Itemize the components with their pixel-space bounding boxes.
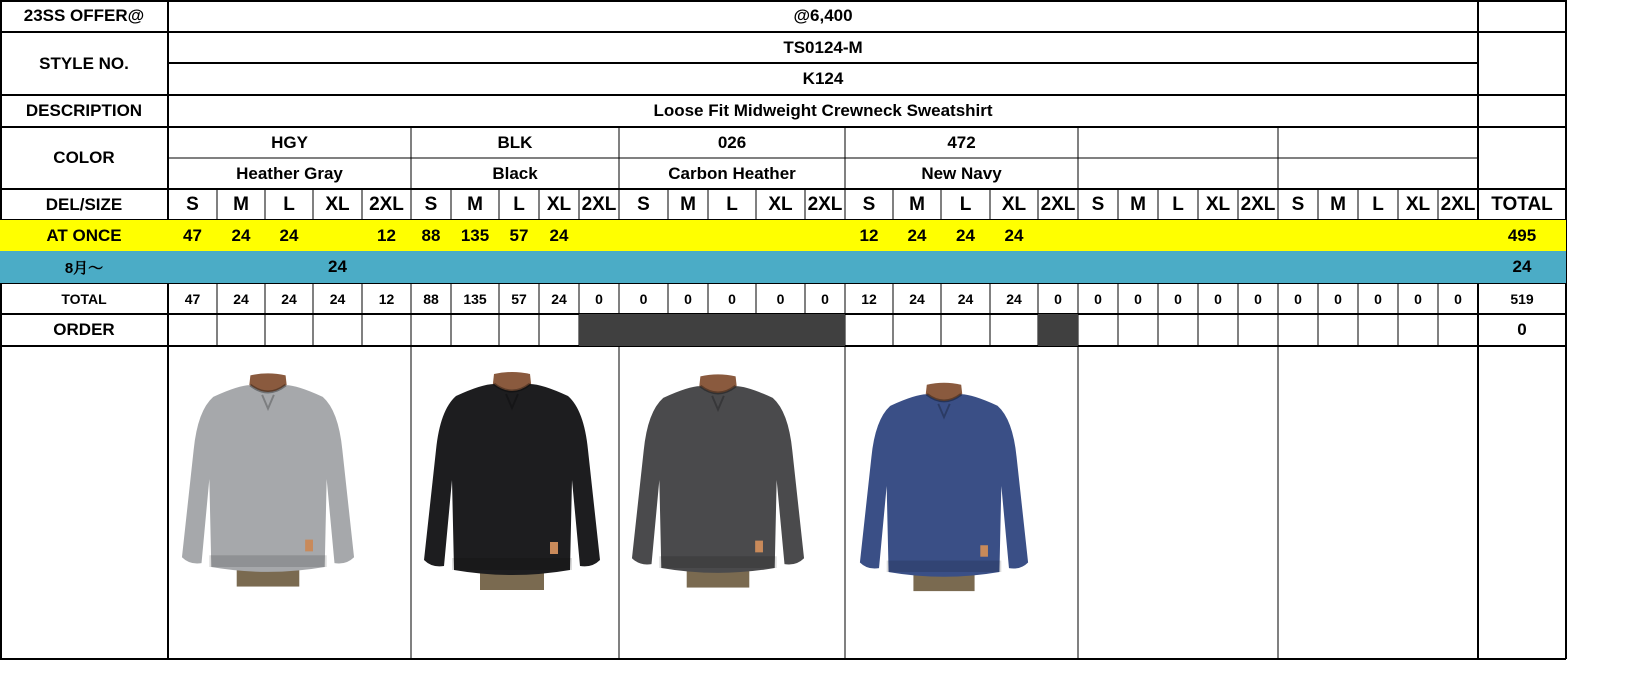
at-once-qty: [1398, 220, 1438, 251]
size-total: 0: [639, 290, 648, 307]
at-once-qty: [1318, 220, 1358, 251]
size-total: 12: [861, 290, 877, 307]
size-header: S: [1091, 193, 1105, 215]
size-total: 12: [378, 290, 395, 307]
color-name: New Navy: [921, 163, 1002, 183]
at-once-qty: 24: [907, 225, 927, 245]
order-input-cell[interactable]: [1398, 314, 1438, 346]
color-name: Black: [492, 163, 538, 183]
color-code: [1078, 127, 1278, 158]
size-header: XL: [1001, 193, 1027, 215]
size-total: 0: [595, 290, 603, 307]
at-once-qty: [1118, 220, 1158, 251]
august-qty: [1318, 251, 1358, 283]
size-total: 24: [909, 290, 925, 307]
size-header: S: [862, 193, 876, 215]
august-qty: [1038, 251, 1078, 283]
color-name: [1278, 158, 1478, 189]
size-header: 2XL: [369, 193, 404, 215]
at-once-qty: [756, 220, 805, 251]
at-once-label: AT ONCE: [46, 225, 122, 245]
at-once-qty: 24: [549, 225, 569, 245]
order-input-cell[interactable]: [411, 314, 451, 346]
sweatshirt-photo: [420, 370, 604, 590]
grand-total-at-once: 495: [1507, 225, 1537, 245]
order-input-cell[interactable]: [168, 314, 217, 346]
size-total: 0: [1374, 290, 1382, 307]
size-header: M: [233, 193, 249, 215]
august-qty: [579, 251, 619, 283]
august-qty: [1438, 251, 1478, 283]
size-total: 0: [684, 290, 692, 307]
at-once-qty: [1078, 220, 1118, 251]
size-header: 2XL: [581, 193, 617, 215]
order-input-cell[interactable]: [1158, 314, 1198, 346]
size-total: 0: [728, 290, 736, 307]
august-qty: [217, 251, 265, 283]
size-total: 0: [1454, 290, 1462, 307]
order-cell-disabled: [756, 314, 805, 346]
order-cell-disabled: [579, 314, 619, 346]
color-name: Carbon Heather: [668, 163, 796, 183]
order-input-cell[interactable]: [1198, 314, 1238, 346]
august-qty: [893, 251, 941, 283]
size-total: 24: [551, 290, 567, 307]
order-input-cell[interactable]: [451, 314, 499, 346]
august-qty: [411, 251, 451, 283]
august-qty: [265, 251, 313, 283]
size-header: XL: [768, 193, 793, 215]
august-qty: 24: [328, 257, 347, 276]
size-total: 0: [1334, 290, 1342, 307]
august-qty: [805, 251, 845, 283]
at-once-qty: [313, 220, 362, 251]
color-code: 026: [717, 132, 747, 152]
size-total: 57: [511, 290, 527, 307]
order-input-cell[interactable]: [217, 314, 265, 346]
order-input-cell[interactable]: [893, 314, 941, 346]
at-once-qty: 24: [1004, 225, 1024, 245]
size-total: 24: [957, 290, 974, 307]
august-label: 8月～: [64, 259, 104, 277]
order-input-cell[interactable]: [1438, 314, 1478, 346]
size-header: L: [513, 193, 525, 215]
product-description: Loose Fit Midweight Crewneck Sweatshirt: [653, 101, 993, 120]
at-once-qty: [805, 220, 845, 251]
at-once-qty: 57: [509, 225, 529, 245]
size-total: 24: [1006, 290, 1022, 307]
description-label: DESCRIPTION: [25, 101, 143, 120]
at-once-qty: [1198, 220, 1238, 251]
size-total: 0: [1294, 290, 1302, 307]
size-header: S: [637, 193, 650, 215]
size-total: 88: [423, 290, 439, 307]
color-code: HGY: [271, 132, 308, 152]
at-once-qty: 24: [279, 225, 299, 245]
size-header: 2XL: [1240, 193, 1276, 215]
size-header: S: [1291, 193, 1305, 215]
at-once-qty: 12: [859, 225, 879, 245]
size-total: 0: [1174, 290, 1182, 307]
august-qty: [1158, 251, 1198, 283]
size-header: M: [909, 193, 925, 215]
sweatshirt-photo: [630, 370, 806, 590]
august-qty: [362, 251, 411, 283]
order-input-cell[interactable]: [845, 314, 893, 346]
order-input-cell[interactable]: [941, 314, 990, 346]
august-qty: [990, 251, 1038, 283]
at-once-qty: [1278, 220, 1318, 251]
august-qty: [619, 251, 668, 283]
order-cell-disabled: [1038, 314, 1078, 346]
size-header: XL: [546, 193, 572, 215]
size-header: M: [1330, 193, 1346, 215]
color-code: BLK: [497, 132, 533, 152]
size-header: L: [726, 193, 738, 215]
at-once-qty: 24: [956, 225, 975, 245]
sweatshirt-photo: [180, 370, 356, 588]
size-header: 2XL: [1440, 193, 1476, 215]
at-once-qty: 88: [421, 225, 441, 245]
sweatshirt-photo: [858, 380, 1030, 592]
size-header: L: [1172, 193, 1184, 215]
size-total: 135: [463, 290, 487, 307]
order-cell-disabled: [619, 314, 668, 346]
size-header: L: [959, 193, 972, 215]
at-once-qty: 24: [231, 225, 251, 245]
size-header: L: [1372, 193, 1384, 215]
at-once-qty: [619, 220, 668, 251]
august-qty: [1278, 251, 1318, 283]
total-row-label: TOTAL: [61, 290, 107, 307]
at-once-qty: [579, 220, 619, 251]
august-qty: [756, 251, 805, 283]
at-once-qty: [1438, 220, 1478, 251]
order-input-cell[interactable]: [1278, 314, 1318, 346]
color-code: 472: [947, 132, 976, 152]
august-qty: [941, 251, 990, 283]
at-once-qty: 12: [377, 225, 396, 245]
size-header: S: [424, 193, 438, 215]
size-header: XL: [325, 193, 350, 215]
size-header: M: [467, 193, 483, 215]
size-header: S: [186, 193, 199, 215]
order-cell-disabled: [708, 314, 756, 346]
size-total: 0: [1134, 290, 1142, 307]
august-qty: [1078, 251, 1118, 283]
order-label: ORDER: [53, 320, 115, 339]
style-no-label: STYLE NO.: [39, 53, 129, 73]
size-header: 2XL: [807, 193, 843, 215]
grand-total-order: 0: [1517, 320, 1527, 339]
august-qty: [1118, 251, 1158, 283]
size-total: 24: [233, 290, 249, 307]
order-cell-disabled: [805, 314, 845, 346]
at-once-qty: [1358, 220, 1398, 251]
size-total: 0: [1414, 290, 1422, 307]
offer-label: 23SS OFFER@: [23, 6, 145, 25]
order-input-cell[interactable]: [499, 314, 539, 346]
size-header: 2XL: [1040, 193, 1076, 215]
order-input-cell[interactable]: [1318, 314, 1358, 346]
order-input-cell[interactable]: [1358, 314, 1398, 346]
august-qty: [1198, 251, 1238, 283]
style-code: K124: [802, 69, 844, 88]
size-header: L: [283, 193, 295, 215]
order-input-cell[interactable]: [265, 314, 313, 346]
style-number: TS0124-M: [783, 37, 863, 57]
at-once-qty: 135: [460, 225, 490, 245]
grand-total-august: 24: [1512, 257, 1532, 276]
august-qty: [708, 251, 756, 283]
size-total: 0: [1094, 290, 1102, 307]
order-cell-disabled: [668, 314, 708, 346]
order-input-cell[interactable]: [362, 314, 411, 346]
order-input-cell[interactable]: [539, 314, 579, 346]
at-once-qty: [1238, 220, 1278, 251]
august-qty: [1398, 251, 1438, 283]
august-qty: [499, 251, 539, 283]
order-input-cell[interactable]: [1078, 314, 1118, 346]
order-input-cell[interactable]: [313, 314, 362, 346]
grand-total: 519: [1510, 290, 1534, 307]
august-qty: [539, 251, 579, 283]
total-column-header: TOTAL: [1491, 193, 1553, 215]
at-once-qty: [1158, 220, 1198, 251]
august-qty: [168, 251, 217, 283]
offer-price: @6,400: [793, 6, 853, 25]
august-qty: [1238, 251, 1278, 283]
at-once-qty: [708, 220, 756, 251]
size-total: 0: [821, 290, 829, 307]
del-size-label: DEL/SIZE: [45, 194, 123, 214]
at-once-qty: [1038, 220, 1078, 251]
size-total: 24: [329, 290, 346, 307]
size-header: M: [680, 193, 696, 215]
august-qty: [668, 251, 708, 283]
august-qty: [1358, 251, 1398, 283]
size-total: 47: [184, 290, 201, 307]
order-input-cell[interactable]: [1238, 314, 1278, 346]
august-qty: [845, 251, 893, 283]
color-label: COLOR: [53, 148, 115, 167]
at-once-qty: [668, 220, 708, 251]
size-total: 0: [1214, 290, 1222, 307]
size-header: XL: [1205, 193, 1231, 215]
color-code: [1278, 127, 1478, 158]
size-total: 0: [1254, 290, 1262, 307]
size-header: M: [1130, 193, 1146, 215]
august-qty: [451, 251, 499, 283]
size-total: 24: [281, 290, 297, 307]
order-input-cell[interactable]: [1118, 314, 1158, 346]
size-total: 0: [1054, 290, 1062, 307]
size-total: 0: [776, 290, 785, 307]
at-once-qty: 47: [183, 225, 202, 245]
color-name: Heather Gray: [236, 163, 343, 183]
size-header: XL: [1405, 193, 1431, 215]
color-name: [1078, 158, 1278, 189]
order-input-cell[interactable]: [990, 314, 1038, 346]
